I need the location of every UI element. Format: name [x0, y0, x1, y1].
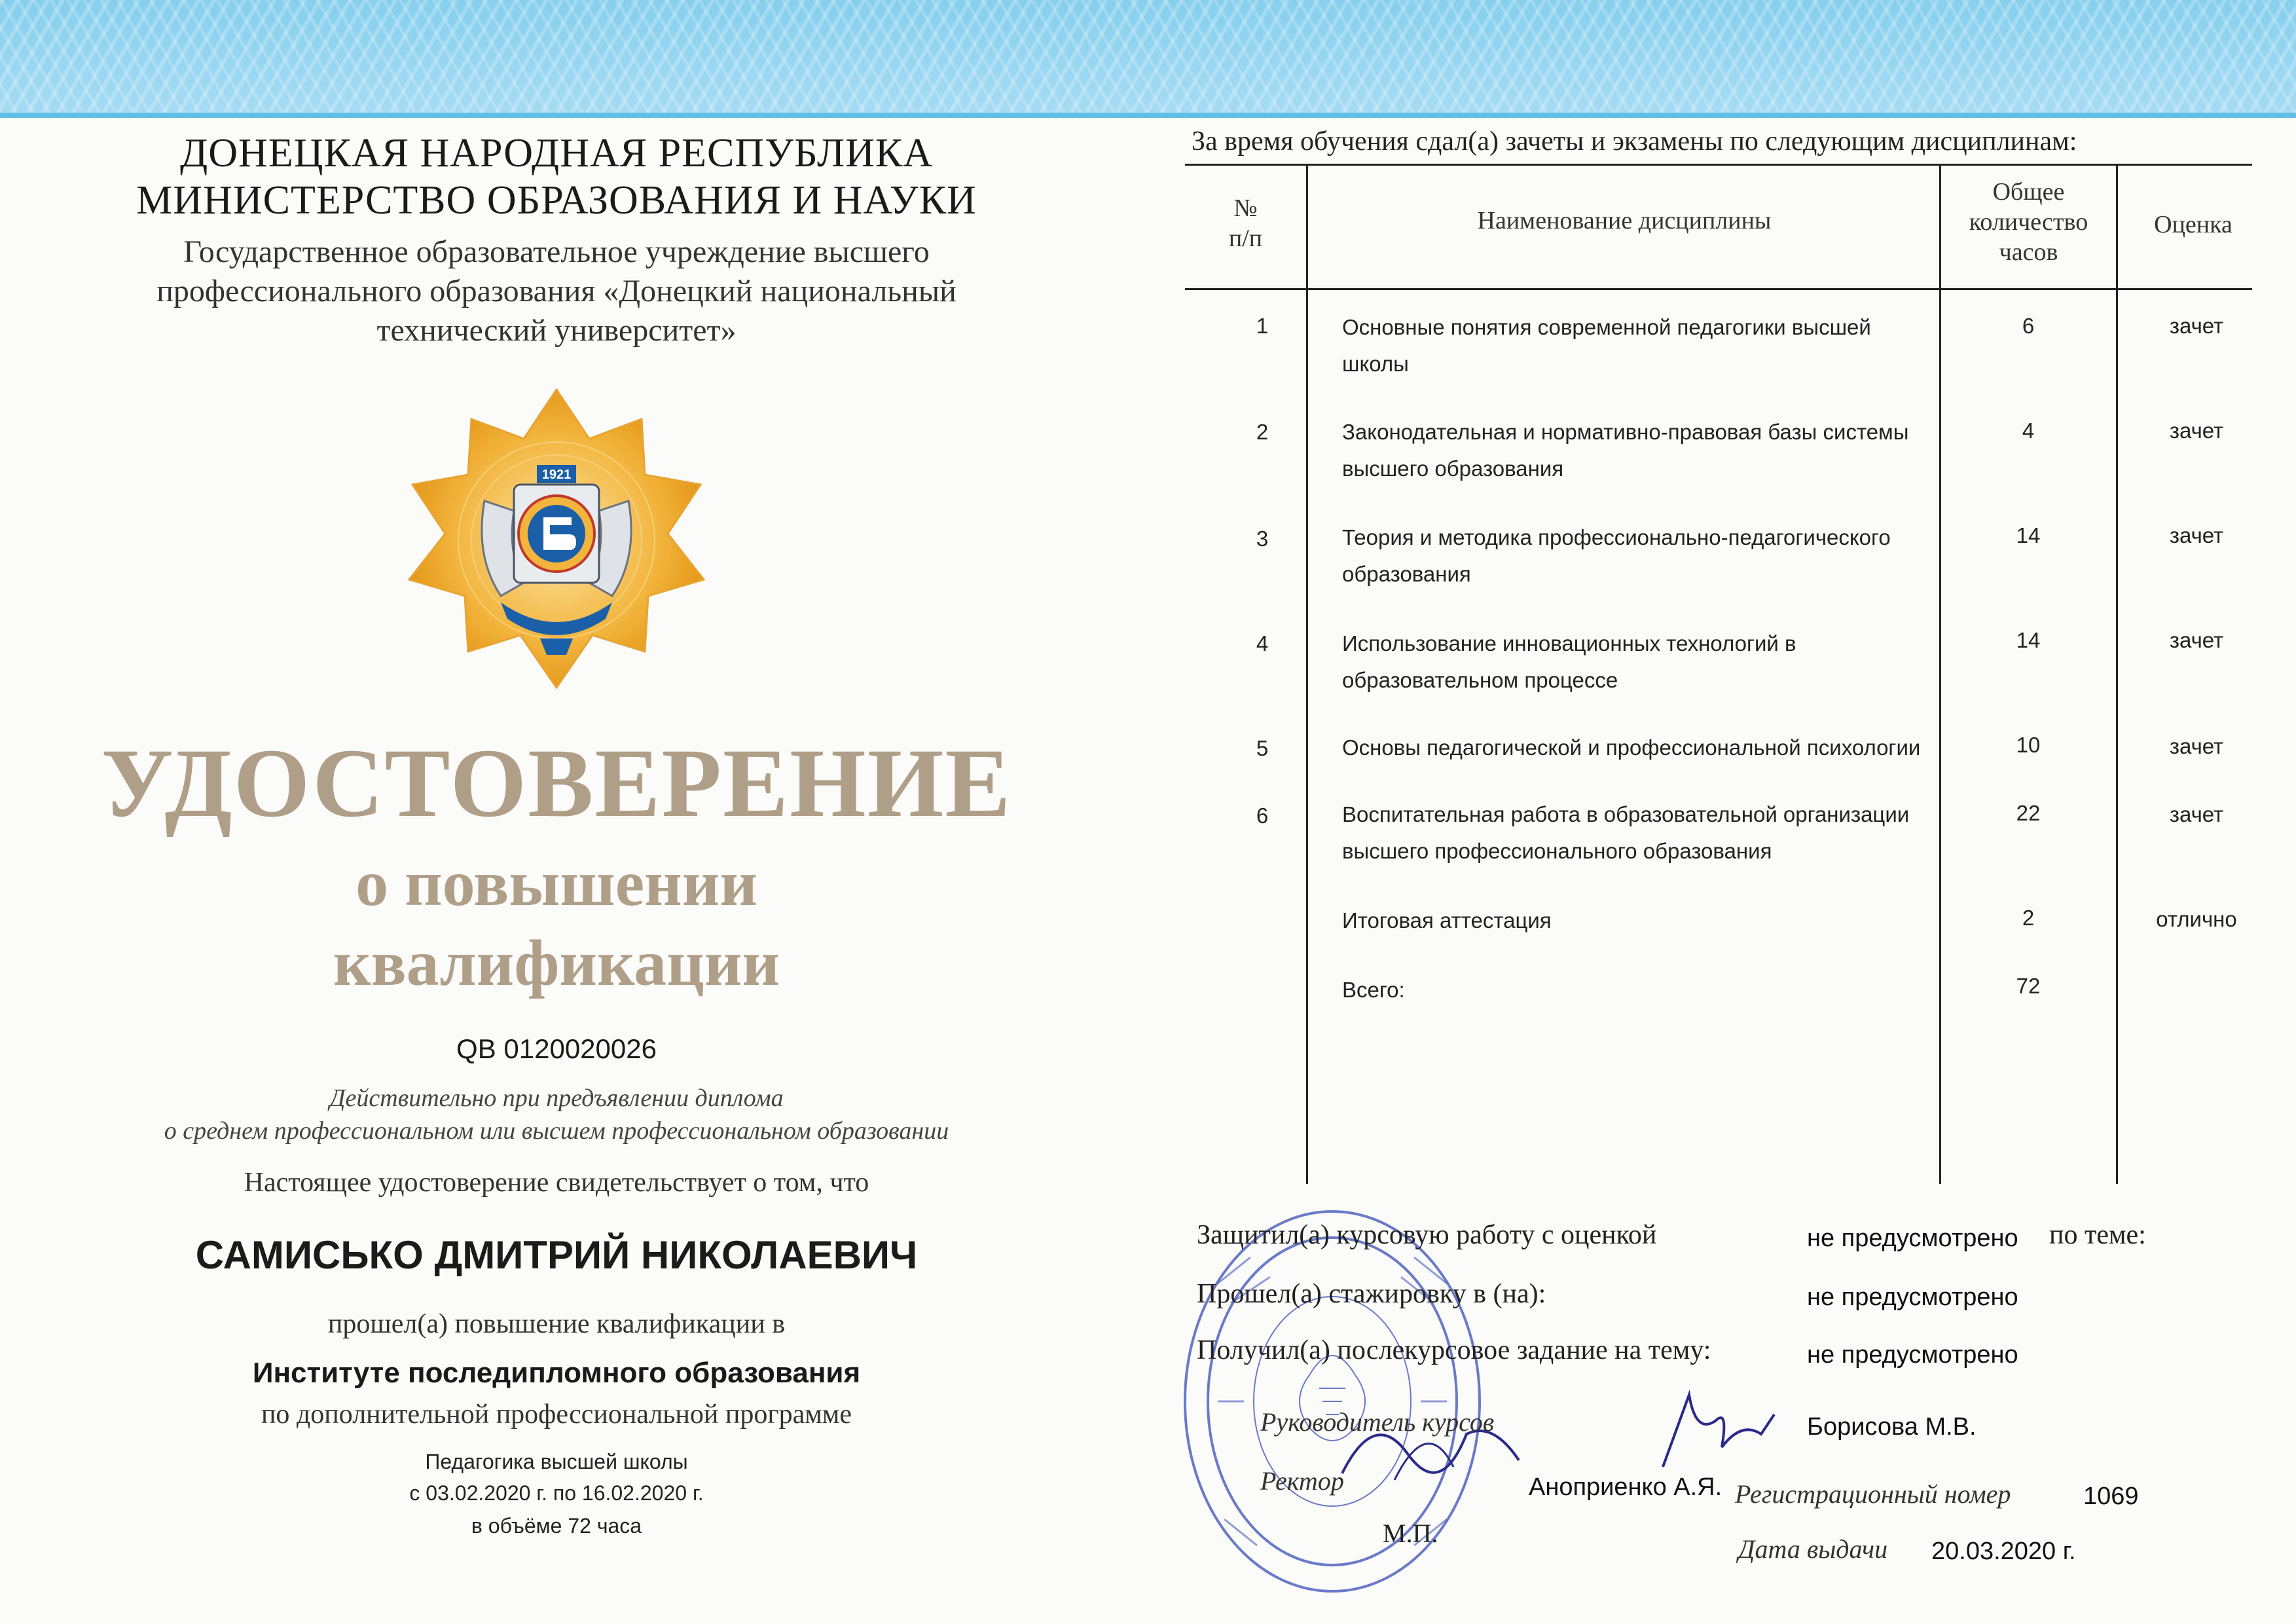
- total-hours: 72: [2016, 974, 2041, 998]
- row-discipline: [1342, 309, 1938, 382]
- rector-label: Ректор: [1260, 1466, 1344, 1496]
- header-num-line: №: [1233, 194, 1258, 222]
- row-num: 5: [1256, 736, 1269, 760]
- table-top-border: [1185, 164, 2252, 166]
- header-grade: Оценка: [2154, 211, 2232, 238]
- person-name: САМИСЬКО ДМИТРИЙ НИКОЛАЕВИЧ: [195, 1233, 918, 1277]
- certificate-number: QB 0120020026: [456, 1033, 657, 1064]
- row-num: 6: [1256, 803, 1269, 828]
- validity-line: о среднем профессиональном или высшем профессиональном образовании: [164, 1117, 949, 1145]
- institution-name: [98, 232, 1015, 350]
- header-line: ДОНЕЦКАЯ НАРОДНАЯ РЕСПУБЛИКА: [179, 131, 934, 175]
- header-line: МИНИСТЕРСТВО ОБРАЗОВАНИЯ И НАУКИ: [136, 178, 977, 223]
- coursework-topic-label: по теме:: [2049, 1220, 2146, 1250]
- row-hours: 22: [2016, 801, 2041, 825]
- assignment-label: Получил(а) послекурсовое задание на тему:: [1197, 1335, 1711, 1365]
- header-num-line: п/п: [1228, 225, 1263, 252]
- subtitle-line: о повышении: [355, 847, 757, 919]
- stamp-mark: М.П.: [1383, 1519, 1438, 1548]
- row-hours: 10: [2016, 733, 2041, 757]
- assignment-value: не предусмотрено: [1807, 1341, 2018, 1369]
- program-name: Педагогика высшей школы: [425, 1450, 688, 1473]
- coursework-value: не предусмотрено: [1807, 1225, 2018, 1252]
- discipline-line: образования: [1342, 562, 1471, 586]
- table-caption: За время обучения сдал(а) зачеты и экзамены по следующим дисциплинам:: [1192, 126, 2077, 157]
- header-hours-line: часов: [1999, 238, 2058, 266]
- document-title: УДОСТОВЕРЕНИЕ: [101, 729, 1012, 838]
- total-label: Всего:: [1342, 978, 1405, 1002]
- discipline-line: Основные понятия современной педагогики высшей: [1342, 315, 1871, 339]
- header-hours: [1941, 177, 2116, 267]
- table-col-divider: [1939, 164, 1941, 1184]
- row-grade: зачет: [2169, 418, 2224, 443]
- issue-date-label: Дата выдачи: [1738, 1534, 1888, 1564]
- validity-note: [98, 1082, 1015, 1147]
- row-discipline: [1342, 519, 1938, 593]
- discipline-line: Использование инновационных технологий в: [1342, 631, 1796, 655]
- institution-line: технический университет»: [376, 313, 737, 348]
- row-discipline: [1342, 729, 1938, 766]
- table-header-border: [1185, 288, 2252, 290]
- row-discipline: [1342, 796, 1938, 870]
- university-emblem-icon: [403, 386, 710, 694]
- course-volume: в объёме 72 часа: [471, 1514, 642, 1538]
- row-grade: зачет: [2169, 628, 2224, 652]
- row-grade: зачет: [2169, 523, 2224, 547]
- discipline-line: высшего образования: [1342, 456, 1564, 481]
- row-discipline: [1342, 625, 1938, 699]
- final-attestation-label: Итоговая аттестация: [1342, 908, 1552, 932]
- discipline-line: высшего профессионального образования: [1342, 839, 1772, 863]
- row-grade: зачет: [2169, 802, 2224, 826]
- final-attestation-grade: отлично: [2156, 907, 2237, 931]
- row-num: 2: [1256, 420, 1269, 444]
- reg-number: 1069: [2083, 1483, 2139, 1510]
- header-hours-line: количество: [1969, 208, 2088, 236]
- row-hours: 6: [2022, 314, 2035, 338]
- row-hours: 4: [2022, 418, 2035, 443]
- final-attestation-hours: 2: [2022, 906, 2035, 930]
- discipline-line: Законодательная и нормативно-правовая базы системы: [1342, 420, 1909, 444]
- reg-number-label: Регистрационный номер: [1735, 1479, 2011, 1509]
- header-num: [1185, 193, 1306, 253]
- course-head-label: Руководитель курсов: [1260, 1407, 1495, 1437]
- discipline-line: школы: [1342, 352, 1409, 376]
- row-grade: зачет: [2169, 734, 2224, 758]
- internship-value: не предусмотрено: [1807, 1283, 2018, 1311]
- institute-name: Институте последипломного образования: [252, 1357, 861, 1389]
- row-num: 4: [1256, 631, 1269, 655]
- table-col-divider: [1306, 164, 1308, 1184]
- issue-date: 20.03.2020 г.: [1931, 1538, 2076, 1565]
- row-num: 1: [1256, 314, 1269, 338]
- row-grade: зачет: [2169, 314, 2224, 338]
- row-num: 3: [1256, 526, 1269, 551]
- internship-label: Прошел(а) стажировку в (на):: [1197, 1279, 1546, 1309]
- band-border: [0, 113, 2296, 118]
- header-hours-line: Общее: [1992, 178, 2065, 206]
- course-dates: с 03.02.2020 г. по 16.02.2020 г.: [409, 1481, 704, 1505]
- emblem-year: 1921: [541, 468, 572, 482]
- validity-line: Действительно при предъявлении диплома: [329, 1084, 784, 1112]
- course-head-name: Борисова М.В.: [1807, 1413, 1977, 1441]
- row-hours: 14: [2016, 523, 2041, 547]
- discipline-line: образовательном процессе: [1342, 668, 1618, 692]
- coursework-label: Защитил(а) курсовую работу с оценкой: [1197, 1220, 1657, 1250]
- discipline-line: Теория и методика профессионально-педагогического: [1342, 525, 1891, 549]
- rector-name: Аноприенко А.Я.: [1529, 1473, 1722, 1501]
- institution-line: Государственное образовательное учреждение высшего: [183, 234, 930, 269]
- course-head-signature-icon: [1650, 1382, 1781, 1480]
- row-discipline: [1342, 414, 1938, 487]
- ministry-header: [98, 130, 1015, 224]
- institution-line: профессионального образования «Донецкий национальный: [156, 274, 957, 308]
- discipline-line: Основы педагогической и профессиональной психологии: [1342, 735, 1921, 760]
- discipline-line: Воспитательная работа в образовательной организации: [1342, 802, 1910, 826]
- header-discipline: Наименование дисциплины: [1477, 207, 1772, 234]
- passed-text: прошел(а) повышение квалификации в: [327, 1309, 786, 1339]
- document-subtitle: [98, 843, 1015, 1003]
- security-pattern-band: [0, 0, 2296, 117]
- subtitle-line: квалификации: [333, 927, 780, 999]
- certifies-text: Настоящее удостоверение свидетельствует о том, что: [244, 1168, 869, 1198]
- row-hours: 14: [2016, 628, 2041, 652]
- program-text: по дополнительной профессиональной программе: [261, 1399, 852, 1430]
